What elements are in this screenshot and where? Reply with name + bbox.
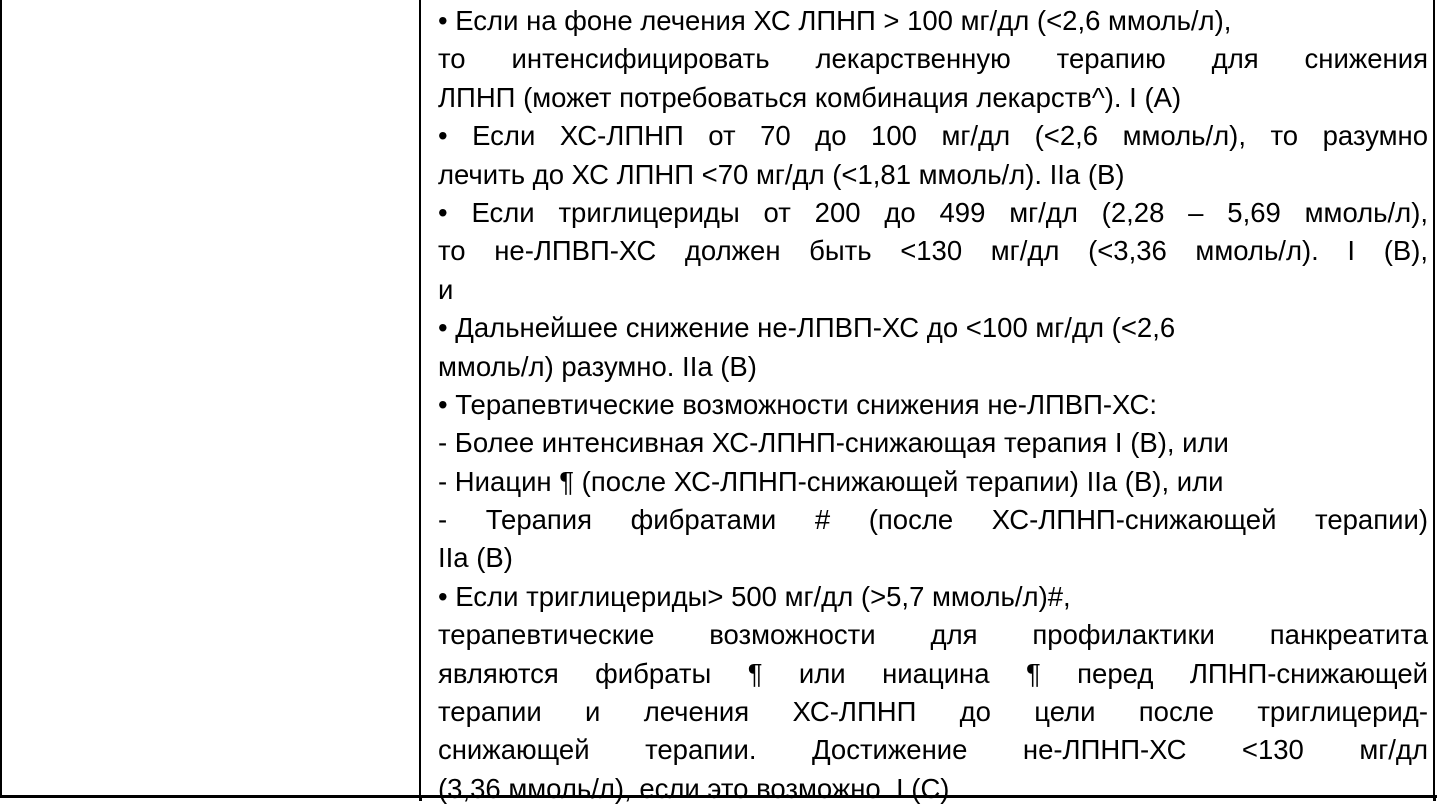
text-line: - Более интенсивная ХС-ЛПНП-снижающая терапия I (B), или (438, 427, 1229, 459)
text-line: • Терапевтические возможности снижения не-ЛПВП-ХС: (438, 388, 1157, 420)
text-line: • Если на фоне лечения ХС ЛПНП > 100 мг/дл (<2,6 ммоль/л), (438, 5, 1232, 36)
text-line: снижающей терапии. Достижение не-ЛПНП-ХС <130 мг/дл (438, 734, 1428, 766)
text-line: терапевтические возможности для профилактики панкреатита (438, 619, 1428, 651)
text-line: ЛПНП (может потребоваться комбинация лекарств^). I (A) (438, 81, 1182, 113)
text-line: лечить до ХС ЛПНП <70 мг/дл (<1,81 ммоль/л). IIa (B) (438, 158, 1125, 190)
text-line: • Дальнейшее снижение не-ЛПВП-ХС до <100 мг/дл (<2,6 (438, 312, 1176, 344)
text-line: • Если триглицериды от 200 до 499 мг/дл (2,28 – 5,69 ммоль/л), (438, 196, 1428, 228)
text-line: (3,36 ммоль/л), если это возможно. I (C) (438, 772, 950, 804)
text-line: то интенсифицировать лекарственную терапию для снижения (438, 43, 1428, 75)
text-line: то не-ЛПВП-ХС должен быть <130 мг/дл (<3,36 ммоль/л). I (B), (438, 235, 1428, 267)
text-line: • Если триглицериды> 500 мг/дл (>5,7 ммоль/л)#, (438, 580, 1071, 612)
text-line: IIa (B) (438, 542, 513, 574)
text-line: - Ниацин ¶ (после ХС-ЛПНП-снижающей терапии) IIa (B), или (438, 465, 1224, 497)
table-right-border-continuation (1433, 797, 1436, 801)
text-line: • Если ХС-ЛПНП от 70 до 100 мг/дл (<2,6 ммоль/л), то разумно (438, 120, 1428, 152)
text-line: и (438, 273, 454, 305)
text-line: терапии и лечения ХС-ЛПНП до цели после триглицерид- (438, 696, 1428, 728)
table-column-divider-continuation (419, 797, 422, 801)
table-cell-left-empty (0, 0, 421, 797)
text-line: - Терапия фибратами # (после ХС-ЛПНП-снижающей терапии) (438, 504, 1428, 536)
recommendation-text (438, 2, 1428, 808)
text-line: являются фибраты ¶ или ниацина ¶ перед ЛПНП-снижающей (438, 657, 1428, 689)
text-line: ммоль/л) разумно. IIa (B) (438, 350, 757, 382)
